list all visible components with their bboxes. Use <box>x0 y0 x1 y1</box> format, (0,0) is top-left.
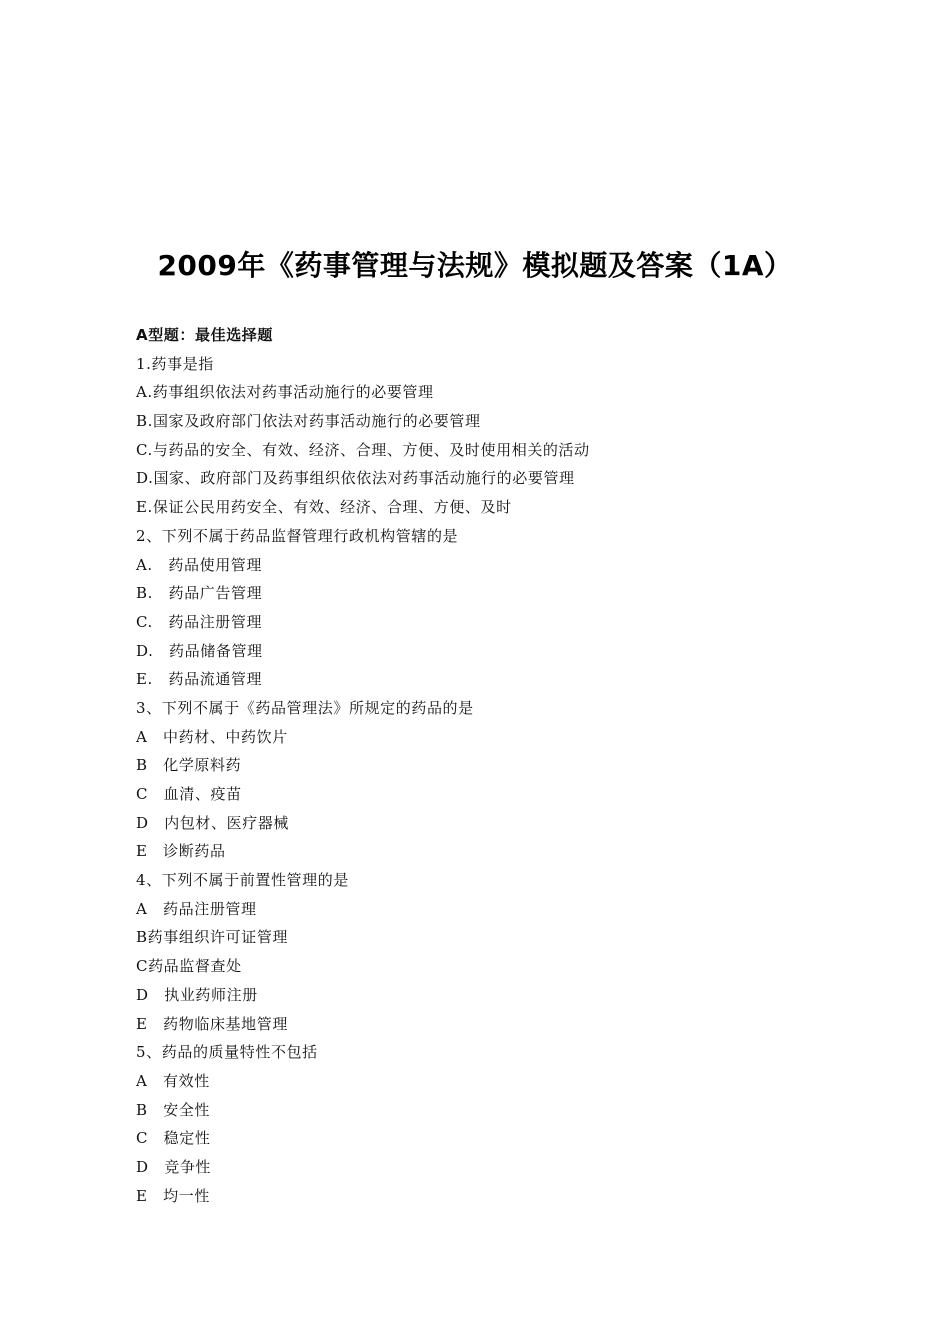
question-1-option-b: B.国家及政府部门依法对药事活动施行的必要管理 <box>136 412 481 431</box>
document-body <box>136 321 896 1210</box>
question-3-option-b: B 化学原料药 <box>136 756 242 775</box>
question-2-stem: 2、下列不属于药品监督管理行政机构管辖的是 <box>136 526 459 545</box>
question-4-stem: 4、下列不属于前置性管理的是 <box>136 871 349 890</box>
document-title: 2009年《药事管理与法规》模拟题及答案（1A） <box>157 249 793 282</box>
question-5-stem: 5、药品的质量特性不包括 <box>136 1043 318 1062</box>
question-3-option-c: C 血清、疫苗 <box>136 785 242 803</box>
question-3-option-a: A 中药材、中药饮片 <box>136 727 288 746</box>
question-1-option-d: D.国家、政府部门及药事组织依依法对药事活动施行的必要管理 <box>136 469 575 488</box>
question-2-option-c: C. 药品注册管理 <box>136 612 263 631</box>
question-2-option-b: B. 药品广告管理 <box>136 584 263 603</box>
question-2-option-a: A. 药品使用管理 <box>136 555 263 574</box>
question-5-option-a: A 有效性 <box>136 1071 210 1090</box>
question-4-option-a: A 药品注册管理 <box>136 899 257 918</box>
question-1-stem: 1.药事是指 <box>136 354 214 373</box>
question-5-option-b: B 安全性 <box>136 1100 211 1119</box>
section-heading: A型题：最佳选择题 <box>136 326 274 344</box>
question-4-option-e: E 药物临床基地管理 <box>136 1014 288 1033</box>
question-5-option-d: D 竞争性 <box>136 1157 212 1176</box>
question-3-stem: 3、下列不属于《药品管理法》所规定的药品的是 <box>136 698 474 717</box>
question-3-option-e: E 诊断药品 <box>136 842 226 861</box>
question-1-option-e: E.保证公民用药安全、有效、经济、合理、方便、及时 <box>136 498 512 517</box>
question-4-option-b: B药事组织许可证管理 <box>136 928 289 947</box>
question-5-option-e: E 均一性 <box>136 1186 210 1205</box>
question-2-option-d: D. 药品储备管理 <box>136 641 263 660</box>
question-3-option-d: D 内包材、医疗器械 <box>136 813 290 832</box>
question-1-option-c: C.与药品的安全、有效、经济、合理、方便、及时使用相关的活动 <box>136 440 590 459</box>
question-4-option-c: C药品监督查处 <box>136 957 242 976</box>
question-1-option-a: A.药事组织依法对药事活动施行的必要管理 <box>136 383 434 402</box>
question-2-option-e: E. 药品流通管理 <box>136 670 263 689</box>
question-4-option-d: D 执业药师注册 <box>136 985 258 1004</box>
question-5-option-c: C 稳定性 <box>136 1129 211 1148</box>
